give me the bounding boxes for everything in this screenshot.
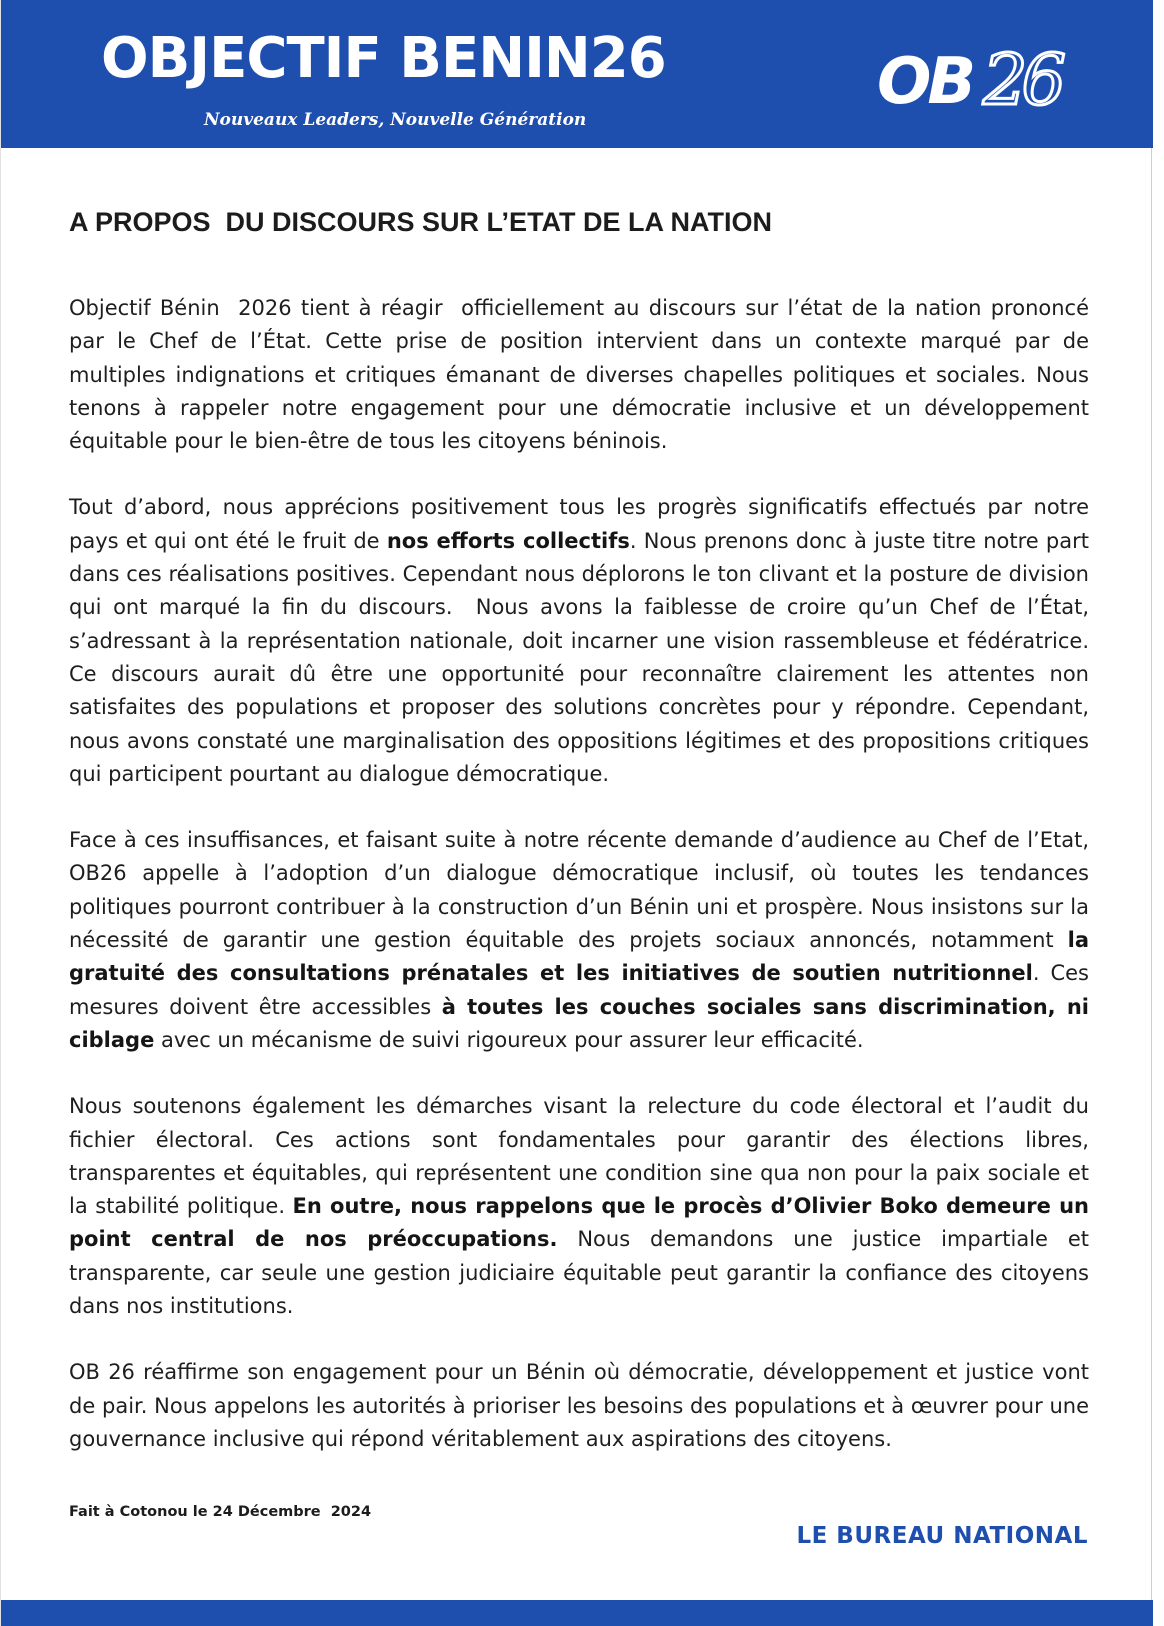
header-banner: [1, 0, 1153, 148]
logo-number: 26: [983, 39, 1061, 121]
paragraph: [69, 1356, 1096, 1456]
bold-text-run: à toutes les couches sociales sans discrimination, ni ciblage: [69, 994, 1097, 1052]
place-and-date: Fait à Cotonou le 24 Décembre 2024: [69, 1504, 372, 1520]
bold-text-run: la gratuité des consultations prénatales et les initiatives de soutien nutritionnel: [69, 928, 1097, 986]
logo-letters: OB: [877, 45, 973, 119]
text-run: Face à ces insuffisances, et faisant suite à notre récente demande d’audience au Chef de l’Etat, OB26 appelle à l’adoption d’un dialogue démocratique inclusif, où toutes les tendances politiques pourront contribuer à la construction d’un Bénin uni et prospère. Nous insistons sur la nécessité de garantir une gestion équitable des projets sociaux annoncés, notamment: [69, 828, 1096, 953]
org-tagline: Nouveaux Leaders, Nouvelle Génération: [204, 110, 587, 130]
text-run: avec un mécanisme de suivi rigoureux pour assurer leur efficacité.: [154, 1027, 864, 1052]
bold-text-run: nos efforts collectifs: [386, 528, 630, 553]
text-run: . Ces mesures doivent être accessibles: [69, 961, 1096, 1019]
text-run: Objectif Bénin 2026 tient à réagir officiellement au discours sur l’état de la nation prononcé par le Chef de l’État. Cette prise de position intervient dans un contexte marqué par de multiples indignations et critiques émanant de diverses chapelles politiques et sociales. Nous tenons à rappeler notre engagement pour une démocratie inclusive et un développement équitable pour le bien-être de tous les citoyens béninois.: [69, 296, 1096, 454]
org-name: OBJECTIF BENIN26: [101, 26, 666, 91]
document-title: A PROPOS DU DISCOURS SUR L’ETAT DE LA NATION: [69, 207, 773, 237]
paragraph: [69, 491, 1096, 791]
signatory: LE BUREAU NATIONAL: [796, 1523, 1088, 1549]
paragraph: [69, 292, 1096, 458]
paragraph: [69, 1090, 1097, 1323]
document-body: [69, 292, 1097, 1489]
ob26-logo: [877, 39, 1077, 121]
text-run: . Nous prenons donc à juste titre notre part dans ces réalisations positives. Cependant nous déplorons le ton clivant et la posture de division qui ont marqué la fin du discours. Nous avons la faiblesse de croire qu’un Chef de l’État, s’adressant à la représentation nationale, doit incarner une vision rassembleuse et fédératrice. Ce discours aurait dû être une opportunité pour reconnaître clairement les attentes non satisfaites des populations et proposer des solutions concrètes pour y répondre. Cependant, nous avons constaté une marginalisation des oppositions légitimes et des propositions critiques qui participent pourtant au dialogue démocratique.: [69, 528, 1096, 786]
text-run: Tout d’abord, nous apprécions positivement tous les progrès significatifs effectués par notre pays et qui ont été le fruit de: [69, 495, 1096, 553]
footer-bar: [1, 1600, 1153, 1626]
text-run: Nous soutenons également les démarches visant la relecture du code électoral et l’audit du fichier électoral. Ces actions sont fondamentales pour garantir des élections libres, transparentes et équitables, qui représentent une condition sine qua non pour la paix sociale et la stabilité politique.: [69, 1094, 1096, 1219]
paragraph: [69, 824, 1097, 1057]
bold-text-run: En outre, nous rappelons que le procès d’Olivier Boko demeure un point central de nos préoccupations.: [69, 1194, 1097, 1252]
text-run: OB 26 réaffirme son engagement pour un Bénin où démocratie, développement et justice vont de pair. Nous appelons les autorités à prioriser les besoins des populations et à œuvrer pour une gouvernance inclusive qui répond véritablement aux aspirations des citoyens.: [69, 1360, 1096, 1451]
text-run: Nous demandons une justice impartiale et transparente, car seule une gestion judiciaire équitable peut garantir la confiance des citoyens dans nos institutions.: [69, 1227, 1096, 1319]
